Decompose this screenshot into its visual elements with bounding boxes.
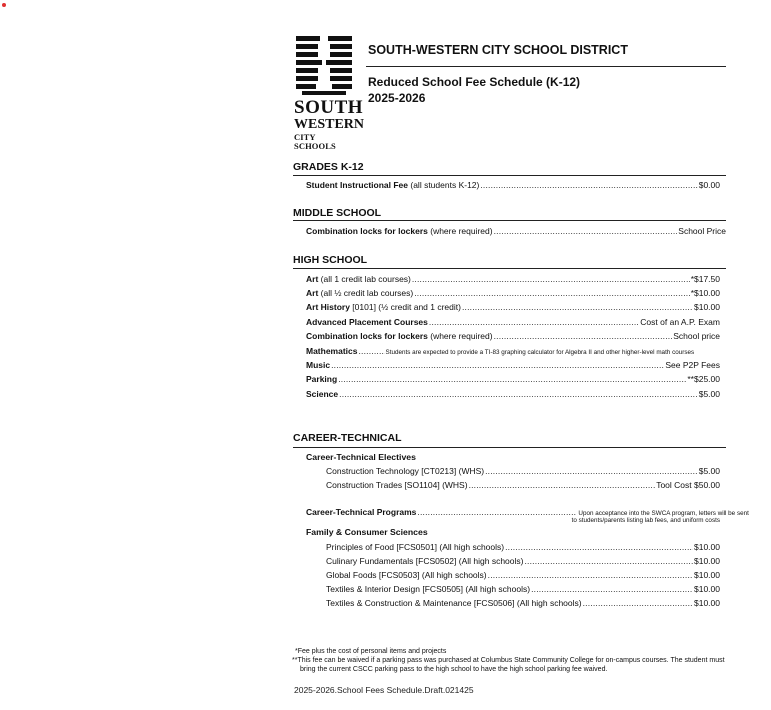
fee-note: (all 1 credit lab courses) [318,274,411,284]
fee-price: $10.00 [694,542,720,552]
section-divider-career [293,447,726,448]
logo-stripes-icon [294,36,354,96]
fee-note: (where required) [427,331,493,341]
section-title-career: CAREER-TECHNICAL [293,432,402,444]
district-logo [294,36,365,151]
fee-row [306,360,720,372]
fee-price: $10.00 [694,598,720,608]
fee-price: $5.00 [698,389,720,399]
dot-leader [339,389,698,399]
district-name: SOUTH-WESTERN CITY SCHOOL DISTRICT [368,43,628,57]
section-title-high: HIGH SCHOOL [293,254,368,266]
dot-leader [359,346,385,356]
fee-row [326,598,720,610]
section-title-k12: GRADES K-12 [293,161,364,173]
dot-leader [331,360,664,370]
fee-note: (all students K-12) [408,180,480,190]
draft-label: 2025-2026.School Fees Schedule.Draft.021425 [294,685,474,695]
fee-label: Construction Technology [CT0213] (WHS) [326,466,485,476]
fee-row [306,180,720,192]
dot-leader [494,226,678,236]
header-divider [366,66,726,67]
fee-price: School Price [678,226,726,236]
logo-city-schools: CITY SCHOOLS [294,132,336,151]
fee-price: $10.00 [694,556,720,566]
document-title-block [368,74,580,106]
dot-leader [583,598,693,608]
fee-price: $10.00 [694,302,720,312]
fee-note: [0101] (½ credit and 1 credit) [349,302,461,312]
fee-note: (all ½ credit lab courses) [318,288,414,298]
dot-leader [469,480,656,490]
fee-label: Mathematics [306,346,358,356]
fee-price: *$10.00 [690,288,720,298]
fee-label: Principles of Food [FCS0501] (All high schools) [326,542,505,552]
fcs-heading: Family & Consumer Sciences [306,527,428,537]
fee-row [306,346,720,358]
fee-label: Art History [306,302,350,312]
fee-label: Music [306,360,331,370]
fee-label: Combination locks for lockers [306,331,428,341]
fee-price: $10.00 [694,570,720,580]
footnote-1: *Fee plus the cost of personal items and projects [295,648,447,655]
fee-row [326,466,720,478]
footnote-2: **This fee can be waived if a parking pass was purchased at Columbus State Community College for on-campus courses. The student must [292,657,725,664]
fee-row [326,480,720,492]
fee-label: Global Foods [FCS0503] (All high schools) [326,570,487,580]
fee-row [326,570,720,582]
dot-leader [480,180,697,190]
fee-price: $5.00 [698,466,720,476]
fee-label: Art [306,288,319,298]
fee-row [306,374,720,386]
fee-label: Combination locks for lockers [306,226,428,236]
dot-leader [505,542,693,552]
fee-price: School price [673,331,720,341]
fee-price: Students are expected to provide a TI-83 graphing calculator for Algebra II and other higher-level math courses [385,349,695,356]
fee-price: $0.00 [698,180,720,190]
dot-leader [429,317,639,327]
fee-row [306,274,720,286]
fee-label: Student Instructional Fee [306,180,409,190]
fee-row [326,556,720,568]
section-divider-k12 [293,175,726,176]
fee-price: *$17.50 [690,274,720,284]
dot-leader [414,288,689,298]
fee-row [326,542,720,554]
dot-leader [412,274,690,284]
school-year: 2025-2026 [368,91,426,105]
programs-note-line2: to students/parents listing lab fees, and uniform costs [571,517,720,524]
dot-leader [462,302,693,312]
dot-leader [494,331,673,341]
logo-western: WESTERN [294,117,365,132]
fee-row [306,389,720,401]
fee-row [326,584,720,596]
fee-row [306,317,720,329]
dot-leader [485,466,698,476]
fee-label: Parking [306,374,338,384]
fee-label: Science [306,389,339,399]
fee-label: Culinary Fundamentals [FCS0502] (All high schools) [326,556,524,566]
fee-price: See P2P Fees [665,360,720,370]
electives-heading: Career-Technical Electives [306,452,416,462]
dot-leader [531,584,693,594]
dot-leader [488,570,693,580]
dot-leader [524,556,693,566]
section-divider-high [293,268,726,269]
programs-note-line1: Upon acceptance into the SWCA program, letters will be sent [578,510,749,517]
red-marker-dot [2,3,6,7]
fee-price: $10.00 [694,584,720,594]
fee-price: Tool Cost $50.00 [656,480,720,490]
fee-row [306,331,720,343]
fee-row [306,288,720,300]
fee-price: Cost of an A.P. Exam [640,317,720,327]
fee-note: (where required) [427,226,493,236]
dot-leader [338,374,686,384]
fee-label: Textiles & Construction & Maintenance [FCS0506] (All high schools) [326,598,582,608]
footnote-2-cont: bring the current CSCC parking pass to the high school to have the high school parking fee waived. [300,666,608,673]
fee-price: **$25.00 [687,374,720,384]
fee-row [306,226,726,238]
fee-label: Advanced Placement Courses [306,317,428,327]
fee-label: Textiles & Interior Design [FCS0505] (All high schools) [326,584,531,594]
logo-south: SOUTH [294,97,364,118]
section-title-middle: MIDDLE SCHOOL [293,207,382,219]
fee-row [306,302,720,314]
fee-label: Career-Technical Programs [306,507,417,517]
document-title: Reduced School Fee Schedule (K-12) [368,75,581,89]
fee-label: Art [306,274,319,284]
dot-leader [417,507,577,517]
section-divider-middle [293,220,726,221]
fee-label: Construction Trades [SO1104] (WHS) [326,480,468,490]
